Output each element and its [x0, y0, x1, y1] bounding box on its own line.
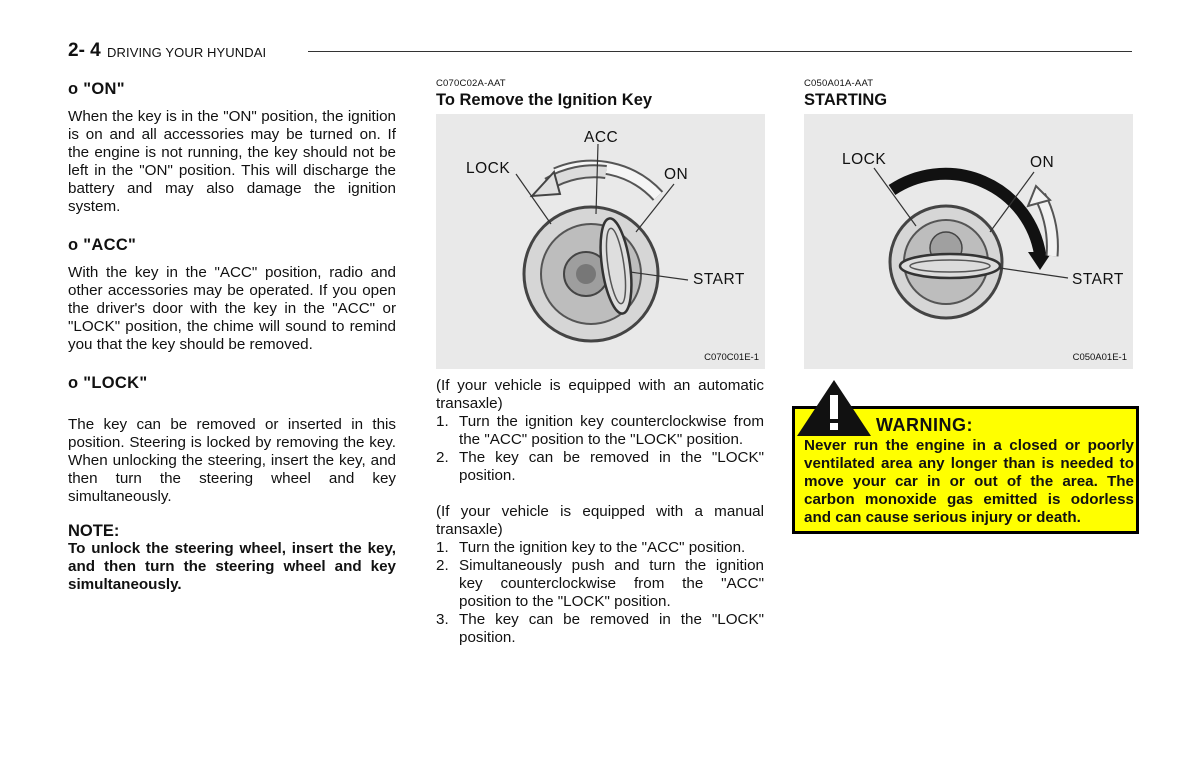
on-label: ON [664, 166, 689, 183]
left-column [68, 78, 396, 594]
start-label: START [1072, 271, 1124, 288]
warning-heading: WARNING: [876, 415, 973, 435]
manual-intro: (If your vehicle is equipped with a manual transaxle) [436, 503, 764, 538]
manual-steps [436, 539, 764, 647]
on-label: ON [1030, 154, 1055, 171]
acc-label: ACC [584, 129, 619, 146]
lock-heading: o "LOCK" [68, 374, 148, 392]
auto-steps [436, 413, 764, 485]
right-column [804, 78, 1141, 539]
lock-label: LOCK [466, 160, 511, 177]
remove-key-figure [436, 114, 765, 369]
on-heading: o "ON" [68, 80, 125, 98]
list-item: 3. The key can be removed in the "LOCK" position. [436, 611, 764, 646]
acc-text: With the key in the "ACC" position, radio and other accessories may be operated. If you open the driver's door with the key in the "ACC" or "LOCK" position, the chime will sound to remind you that the key should be removed. [68, 264, 396, 353]
lock-text: The key can be removed or inserted in this position. Steering is locked by removing the key. When unlocking the steering, insert the key, and then turn the steering wheel and key simultaneously. [68, 416, 396, 505]
page-number: 2- 4 [68, 40, 101, 61]
list-item: 2. Simultaneously push and turn the ignition key counterclockwise from the "ACC" position to the "LOCK" position. [436, 557, 764, 610]
warning-text: Never run the engine in a closed or poorly ventilated area any longer than is needed to move your car in or out of the area. The carbon monoxide gas emitted is odorless and can cause serious injury or death. [804, 437, 1134, 526]
on-text: When the key is in the "ON" position, the ignition is on and all accessories may be turned on. If the engine is not running, the key should not be left in the "ON" position. This will discharge the battery and may also damage the ignition system. [68, 108, 396, 215]
list-item: 1. Turn the ignition key to the "ACC" position. [436, 539, 746, 556]
acc-heading: o "ACC" [68, 236, 137, 254]
header-rule [308, 51, 1132, 52]
middle-column [436, 78, 764, 647]
start-label: START [693, 271, 745, 288]
warning-triangle-icon [796, 379, 872, 437]
ignition-switch-illustration [436, 114, 765, 369]
list-item: 1. Turn the ignition key counterclockwise from the "ACC" position to the "LOCK" position. [436, 413, 764, 448]
lock-label: LOCK [842, 151, 887, 168]
remove-key-title: To Remove the Ignition Key [436, 91, 653, 109]
note-heading: NOTE: [68, 522, 120, 540]
starting-code: C050A01A-AAT [804, 78, 874, 89]
note-text: To unlock the steering wheel, insert the key, and then turn the steering wheel and key simultaneously. [68, 540, 396, 593]
remove-key-code: C070C02A-AAT [436, 78, 506, 89]
warning-block [804, 379, 1141, 539]
auto-intro: (If your vehicle is equipped with an automatic transaxle) [436, 377, 764, 412]
section-title: DRIVING YOUR HYUNDAI [107, 45, 267, 60]
figure-code: C070C01E-1 [704, 352, 759, 363]
starting-title: STARTING [804, 91, 888, 109]
starting-figure [804, 114, 1133, 369]
list-item: 2. The key can be removed in the "LOCK" position. [436, 449, 764, 484]
figure-code: C050A01E-1 [1072, 352, 1127, 363]
